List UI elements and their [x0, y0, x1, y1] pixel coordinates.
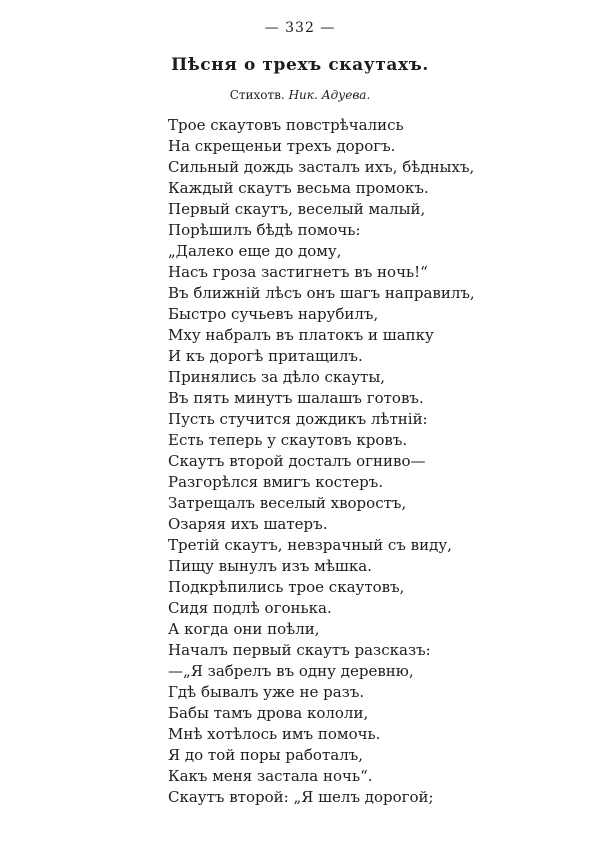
poem-line: Какъ меня застала ночь“. — [168, 767, 373, 785]
poem-line: Первый скаутъ, веселый малый, — [168, 200, 426, 218]
poem-line: „Далеко еще до дому, — [168, 242, 342, 260]
poem-line: —„Я забрелъ въ одну деревню, — [168, 662, 414, 680]
poem-line: Пищу вынулъ изъ мѣшка. — [168, 557, 372, 575]
poem-line: Принялись за дѣло скауты, — [168, 368, 386, 386]
poem-line: Началъ первый скаутъ разсказъ: — [168, 641, 431, 659]
poem-line: Подкрѣпились трое скаутовъ, — [168, 578, 405, 596]
poem-line: Сильный дождь засталъ ихъ, бѣдныхъ, — [168, 158, 475, 176]
poem-line: Въ пять минутъ шалашъ готовъ. — [168, 389, 424, 407]
poem-title: Пѣсня о трехъ скаутахъ. — [171, 55, 429, 75]
poem-line: Сидя подлѣ огонька. — [168, 599, 332, 617]
poem-line: Бабы тамъ дрова кололи, — [168, 704, 369, 722]
poem-line: Разгорѣлся вмигъ костеръ. — [168, 473, 384, 491]
byline — [0, 88, 600, 102]
poem-line: Скаутъ второй: „Я шелъ дорогой; — [168, 788, 434, 806]
poem-line: На скрещеньи трехъ дорогъ. — [168, 137, 396, 155]
poem-line: Гдѣ бывалъ уже не разъ. — [168, 683, 365, 701]
poem-line: Порѣшилъ бѣдѣ помочь: — [168, 221, 361, 239]
poem-line: Третій скаутъ, невзрачный съ виду, — [168, 536, 452, 554]
poem-line: Насъ гроза застигнетъ въ ночь!“ — [168, 263, 428, 281]
poem-line: Затрещалъ веселый хворостъ, — [168, 494, 407, 512]
poem-line: А когда они поѣли, — [168, 620, 320, 638]
poem-line: Мху набралъ въ платокъ и шапку — [168, 326, 434, 344]
byline-author: Ник. Адуева. — [288, 88, 371, 102]
page-number: — 332 — — [264, 20, 336, 36]
poem-line: Каждый скаутъ весьма промокъ. — [168, 179, 429, 197]
byline-prefix: Стихотв. — [229, 88, 285, 102]
poem-text — [168, 115, 578, 808]
poem-line: Мнѣ хотѣлось имъ помочь. — [168, 725, 381, 743]
poem-line: Пусть стучится дождикъ лѣтній: — [168, 410, 428, 428]
poem-line: И къ дорогѣ притащилъ. — [168, 347, 363, 365]
poem-line: Есть теперь у скаутовъ кровъ. — [168, 431, 408, 449]
poem-line: Скаутъ второй досталъ огниво— — [168, 452, 426, 470]
poem-line: Трое скаутовъ повстрѣчались — [168, 116, 404, 134]
poem-line: Быстро сучьевъ нарубилъ, — [168, 305, 379, 323]
poem-line: Я до той поры работалъ, — [168, 746, 364, 764]
poem-line: Въ ближній лѣсъ онъ шагъ направилъ, — [168, 284, 475, 302]
poem-line: Озаряя ихъ шатеръ. — [168, 515, 328, 533]
